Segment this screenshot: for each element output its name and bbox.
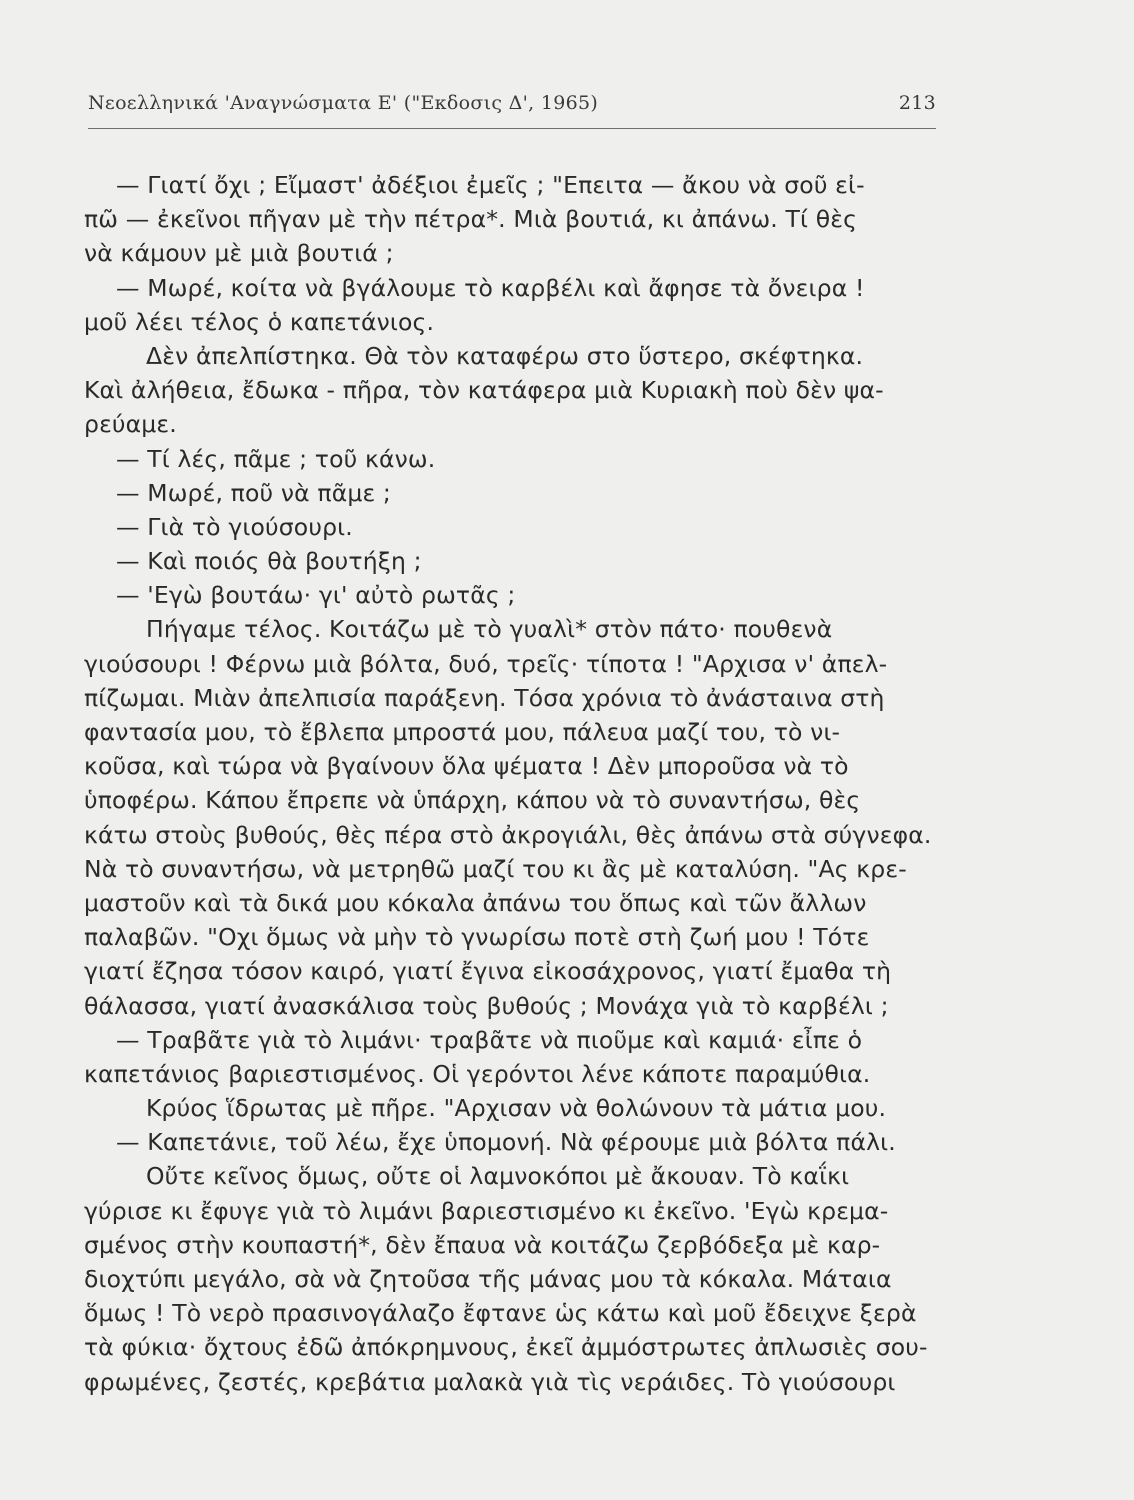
text-line: γύρισε κι ἔφυγε γιὰ τὸ λιμάνι βαριεστισμένο κι ἐκεῖνο. 'Εγὼ κρεμα-	[84, 1196, 889, 1225]
text-line: ρεύαμε.	[84, 410, 177, 439]
text-line: — Τί λές, πᾶμε ; τοῦ κάνω.	[116, 444, 436, 473]
text-line: — Καπετάνιε, τοῦ λέω, ἔχε ὑπομονή. Νὰ φέρουμε μιὰ βόλτα πάλι.	[116, 1128, 896, 1157]
text-line: — 'Εγὼ βουτάω· γι' αὐτὸ ρωτᾶς ;	[116, 581, 516, 610]
text-line: κοῦσα, καὶ τώρα νὰ βγαίνουν ὅλα ψέματα ! Δὲν μποροῦσα νὰ τὸ	[84, 752, 849, 781]
text-line: μοῦ λέει τέλος ὁ καπετάνιος.	[84, 307, 435, 336]
header-rule	[88, 128, 936, 129]
text-line: ὅμως ! Τὸ νερὸ πρασινογάλαζο ἔφτανε ὡς κάτω καὶ μοῦ ἔδειχνε ξερὰ	[84, 1299, 917, 1328]
body-text	[84, 168, 944, 1399]
text-line: θάλασσα, γιατί ἀνασκάλισα τοὺς βυθούς ; Μονάχα γιὰ τὸ καρβέλι ;	[84, 991, 889, 1020]
text-line: μαστοῦν καὶ τὰ δικά μου κόκαλα ἀπάνω του ὅπως καὶ τῶν ἄλλων	[84, 888, 867, 917]
text-line: φρωμένες, ζεστές, κρεβάτια μαλακὰ γιὰ τὶς νεράιδες. Τὸ γιούσουρι	[84, 1367, 896, 1396]
text-line: — Μωρέ, ποῦ νὰ πᾶμε ;	[116, 478, 391, 507]
text-line: — Μωρέ, κοίτα νὰ βγάλουμε τὸ καρβέλι καὶ ἄφησε τὰ ὄνειρα !	[116, 273, 865, 302]
text-line: — Γιὰ τὸ γιούσουρι.	[116, 512, 353, 541]
text-line: διοχτύπι μεγάλο, σὰ νὰ ζητοῦσα τῆς μάνας μου τὰ κόκαλα. Μάταια	[84, 1265, 892, 1293]
text-line: τὰ φύκια· ὄχτους ἐδῶ ἀπόκρημνους, ἐκεῖ ἀμμόστρωτες ἀπλωσιὲς σου-	[84, 1333, 928, 1362]
text-line: γιούσουρι ! Φέρνω μιὰ βόλτα, δυό, τρεῖς· τίποτα ! "Αρχισα ν' ἀπελ-	[84, 649, 888, 678]
text-line: Νὰ τὸ συναντήσω, νὰ μετρηθῶ μαζί του κι ἂς μὲ καταλύση. "Ας κρε-	[84, 854, 907, 883]
text-line: κάτω στοὺς βυθούς, θὲς πέρα στὸ ἀκρογιάλι, θὲς ἀπάνω στὰ σύγνεφα.	[84, 820, 932, 849]
text-line: ὑποφέρω. Κάπου ἔπρεπε νὰ ὑπάρχη, κάπου νὰ τὸ συναντήσω, θὲς	[84, 786, 861, 815]
text-line: πῶ — ἐκεῖνοι πῆγαν μὲ τὴν πέτρα*. Μιὰ βουτιά, κι ἀπάνω. Τί θὲς	[84, 205, 858, 234]
text-line: — Τραβᾶτε γιὰ τὸ λιμάνι· τραβᾶτε νὰ πιοῦμε καὶ καμιά· εἶπε ὁ	[116, 1025, 863, 1054]
text-line: Δὲν ἀπελπίστηκα. Θὰ τὸν καταφέρω στο ὕστερο, σκέφτηκα.	[146, 341, 864, 370]
text-line: — Γιατί ὄχι ; Εἴμαστ' ἀδέξιοι ἐμεῖς ; "Επειτα — ἄκου νὰ σοῦ εἰ-	[116, 171, 865, 199]
text-line: Καὶ ἀλήθεια, ἔδωκα - πῆρα, τὸν κατάφερα μιὰ Κυριακὴ ποὺ δὲν ψα-	[84, 376, 884, 405]
running-head-title: Νεοελληνικά 'Αναγνώσματα Ε' ("Εκδοσις Δ', 1965)	[88, 92, 599, 114]
text-line: Οὔτε κεῖνος ὅμως, οὔτε οἱ λαμνοκόποι μὲ ἄκουαν. Τὸ καΐκι	[146, 1162, 850, 1191]
text-line: παλαβῶν. "Οχι ὅμως νὰ μὴν τὸ γνωρίσω ποτὲ στὴ ζωή μου ! Τότε	[84, 923, 870, 952]
running-head	[88, 92, 936, 122]
text-line: καπετάνιος βαριεστισμένος. Οἱ γερόντοι λένε κάποτε παραμύθια.	[84, 1059, 871, 1088]
text-line: νὰ κάμουν μὲ μιὰ βουτιά ;	[84, 239, 394, 268]
text-line: γιατί ἔζησα τόσον καιρό, γιατί ἔγινα εἰκοσάχρονος, γιατί ἔμαθα τὴ	[84, 957, 892, 986]
text-line: Πήγαμε τέλος. Κοιτάζω μὲ τὸ γυαλὶ* στὸν πάτο· πουθενὰ	[146, 615, 833, 644]
page-number: 213	[898, 92, 936, 114]
text-line: φαντασία μου, τὸ ἔβλεπα μπροστά μου, πάλευα μαζί του, τὸ νι-	[84, 718, 841, 746]
text-line: — Καὶ ποιός θὰ βουτήξη ;	[116, 547, 422, 576]
text-line: Κρύος ἵδρωτας μὲ πῆρε. "Αρχισαν νὰ θολώνουν τὰ μάτια μου.	[146, 1094, 887, 1123]
text-line: πίζωμαι. Μιὰν ἀπελπισία παράξενη. Τόσα χρόνια τὸ ἀνάσταινα στὴ	[84, 683, 885, 712]
text-line: σμένος στὴν κουπαστή*, δὲν ἔπαυα νὰ κοιτάζω ζερβόδεξα μὲ καρ-	[84, 1230, 881, 1259]
